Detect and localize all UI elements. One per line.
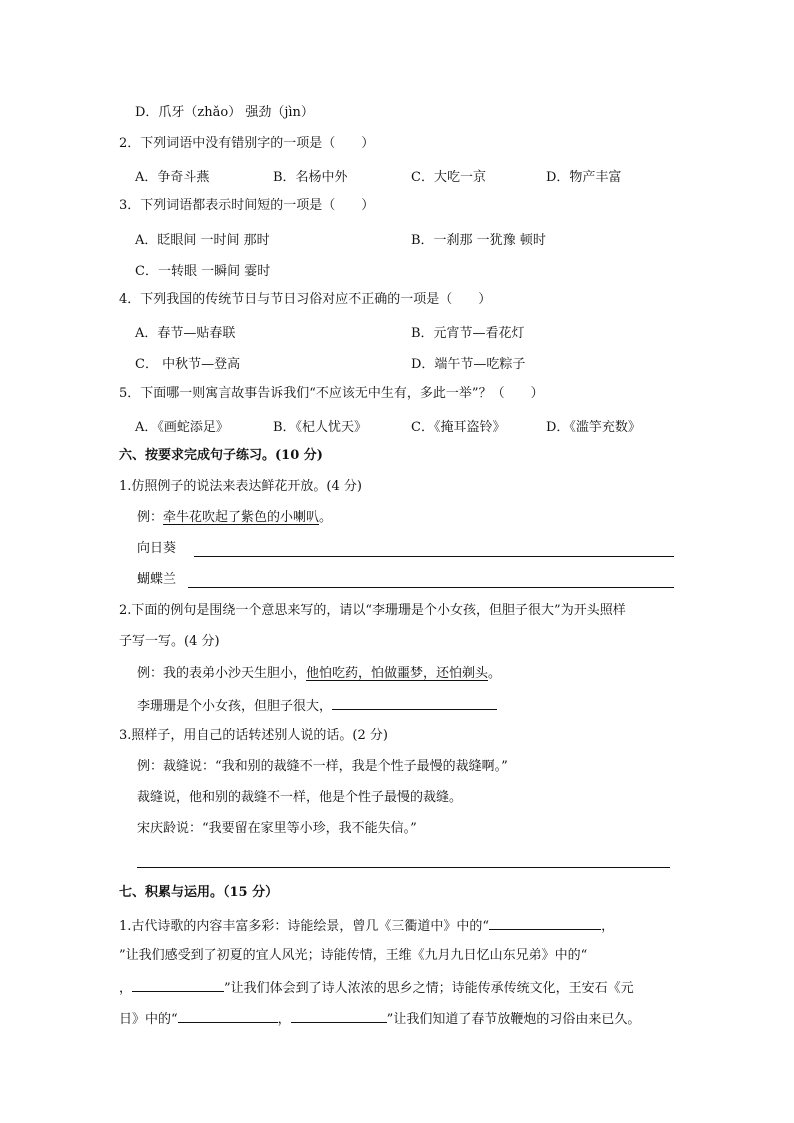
q1-option-d: D．爪牙（zhǎo） 强劲（jìn） <box>135 105 314 120</box>
q2-option-b: B．名杨中外 <box>273 170 348 185</box>
sunflower-answer-line[interactable] <box>194 556 674 557</box>
q5-option-b: B．《杞人忧天》 <box>273 420 368 435</box>
s6-q2-stem-line1: 2.下面的例句是围绕一个意思来写的，请以“李珊珊是个小女孩，但胆子很大”为开头照样 <box>119 603 626 618</box>
text: ， <box>601 919 615 934</box>
s6-q3-example-2: 裁缝说，他和别的裁缝不一样，他是个性子最慢的裁缝。 <box>137 790 463 805</box>
blank-1[interactable] <box>489 916 601 930</box>
q3-option-a: A．眨眼间 一时间 那时 <box>135 233 270 248</box>
s6-q3-quote: 宋庆龄说：“我要留在家里等小珍，我不能失信。” <box>137 821 417 836</box>
q5-stem: 5．下面哪一则寓言故事告诉我们“不应该无中生有，多此一举”？（ ） <box>119 386 544 401</box>
q2-stem: 2．下列词语中没有错别字的一项是（ ） <box>119 136 375 151</box>
s6-q2-answer <box>137 696 497 716</box>
q4-option-a: A．春节—贴春联 <box>135 326 236 341</box>
s6-q2-example <box>137 665 501 683</box>
example-underlined: 牵牛花吹起了紫色的小喇叭 <box>163 510 320 525</box>
example-suffix: 。 <box>319 510 333 525</box>
q4-option-c: C． 中秋节—登高 <box>135 357 241 372</box>
text: 1.古代诗歌的内容丰富多彩：诗能绘景，曾几《三衢道中》中的“ <box>119 919 490 934</box>
text: ， <box>119 981 133 996</box>
s6-q1-stem: 1.仿照例子的说法来表达鲜花开放。(4 分) <box>119 479 362 494</box>
q4-stem: 4．下列我国的传统节日与节日习俗对应不正确的一项是（ ） <box>119 292 492 307</box>
q2-option-a: A．争奇斗燕 <box>135 170 210 185</box>
q5-option-a: A．《画蛇添足》 <box>135 420 229 435</box>
s6-q3-answer-line[interactable] <box>137 867 670 868</box>
q5-option-d: D．《滥竽充数》 <box>546 420 641 435</box>
s7-q1-line3 <box>119 978 634 998</box>
answer-blank[interactable] <box>332 696 497 710</box>
q2-option-c: C．大吃一京 <box>411 170 486 185</box>
q2-option-d: D．物产丰富 <box>546 170 622 185</box>
q3-stem: 3．下列词语都表示时间短的一项是（ ） <box>119 198 375 213</box>
blank-4[interactable] <box>291 1009 387 1023</box>
blank-2[interactable] <box>132 978 224 992</box>
s6-q1-example <box>137 509 332 527</box>
text: 日》中的“ <box>119 1012 178 1027</box>
q3-option-c: C．一转眼 一瞬间 霎时 <box>135 264 271 279</box>
section-7-title: 七、积累与运用。（15 分） <box>119 885 279 900</box>
s6-q3-example-1: 例：裁缝说：“我和别的裁缝不一样，我是个性子最慢的裁缝啊。” <box>137 759 508 774</box>
text: ”让我们知道了春节放鞭炮的习俗由来已久。 <box>386 1012 641 1027</box>
example-underlined: 他怕吃药，怕做噩梦，还怕剃头 <box>306 666 489 681</box>
section-6-title: 六、按要求完成句子练习。(10 分) <box>119 448 323 463</box>
orchid-label: 蝴蝶兰 <box>137 572 177 587</box>
s7-q1-line4 <box>119 1009 640 1029</box>
q4-option-b: B．元宵节—看花灯 <box>411 326 525 341</box>
text: ”让我们体会到了诗人浓浓的思乡之情；诗能传承传统文化，王安石《元 <box>224 981 634 996</box>
sunflower-label: 向日葵 <box>137 541 177 556</box>
answer-prefix: 李珊珊是个小女孩，但胆子很大， <box>137 699 333 714</box>
q4-option-d: D．端午节—吃粽子 <box>411 357 526 372</box>
s7-q1-line1 <box>119 916 614 936</box>
example-prefix: 例：我的表弟小沙天生胆小， <box>137 666 307 681</box>
s7-q1-line2: ”让我们感受到了初夏的宜人风光；诗能传情，王维《九月九日忆山东兄弟》中的“ <box>119 948 588 963</box>
s6-q3-stem: 3.照样子，用自己的话转述别人说的话。(2 分) <box>119 728 388 743</box>
example-prefix: 例： <box>137 510 164 525</box>
text: ， <box>277 1012 291 1027</box>
blank-3[interactable] <box>178 1009 278 1023</box>
q3-option-b: B．一刹那 一犹豫 顿时 <box>411 233 546 248</box>
s6-q2-stem-line2: 子写一写。(4 分) <box>119 634 220 649</box>
orchid-answer-line[interactable] <box>188 587 674 588</box>
example-suffix: 。 <box>488 666 502 681</box>
q5-option-c: C．《掩耳盗铃》 <box>411 420 506 435</box>
